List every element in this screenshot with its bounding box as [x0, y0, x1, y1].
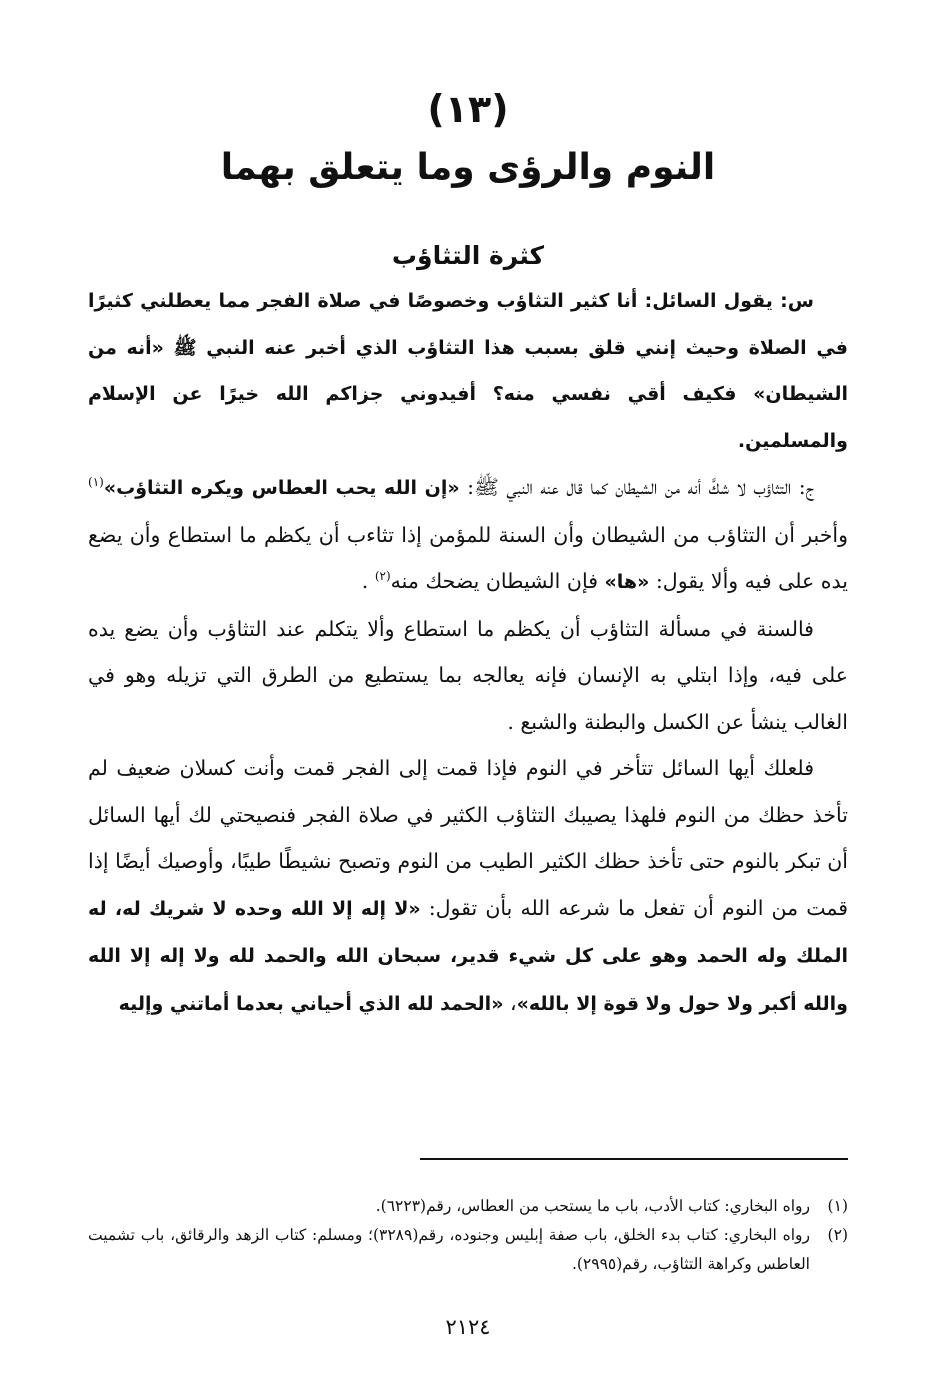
footnote-number: (٢): [827, 1226, 848, 1244]
footnote-2: [88, 1221, 848, 1279]
ha-quote: «ها»: [604, 571, 650, 593]
footnote-1: [88, 1192, 848, 1221]
dhikr-quote-1: «لا إله إلا الله وحده لا شريك له، له الملك وله الحمد وهو على كل شيء قدير، سبحان الله والحمد لله ولا إله إلا الله والله أكبر ولا حول ولا قوة إلا بالله»: [88, 897, 848, 1015]
section-title: كثرة التثاؤب: [391, 241, 545, 270]
footnote-ref-2[interactable]: (٢): [374, 569, 391, 584]
answer-paragraph-3: [88, 745, 848, 1027]
dhikr-separator: ،: [503, 990, 517, 1015]
footnote-divider: [420, 1158, 848, 1160]
dhikr-quote-2: «الحمد لله الذي أحياني بعدما أماتني وإليه: [118, 992, 504, 1015]
answer-period: .: [361, 569, 375, 593]
answer-end: فإن الشيطان يضحك منه: [390, 569, 605, 593]
footnotes: [88, 1192, 848, 1279]
answer-paragraph-2: [88, 606, 848, 746]
answer-paragraph-1: [88, 464, 848, 606]
answer-intro: ج: التثاؤب لا شكَّ أنه من الشيطان كما قال عنه النبي ﷺ:: [459, 475, 814, 499]
footnote-text: رواه البخاري: كتاب بدء الخلق، باب صفة إبليس وجنوده، رقم(٣٢٨٩)؛ ومسلم: كتاب الزهد والرقائق، باب تشميت العاطس وكراهة التثاؤب، رقم(٢٩٩٥).: [88, 1226, 810, 1273]
chapter-title: النوم والرؤى وما يتعلق بهما: [220, 147, 716, 188]
sunnah-text: فالسنة في مسألة التثاؤب أن يكظم ما استطاع وألا يتكلم عند التثاؤب وأن يضع يده على فيه، وإذا ابتلي به الإنسان فإنه يعالجه بما يستطيع من الطرق التي تزيله وهو في الغالب ينشأ عن الكسل والبطنة والشبع .: [88, 616, 848, 734]
chapter-number: (١٣): [427, 87, 509, 131]
footnote-ref-1[interactable]: (١): [88, 475, 104, 490]
body-text: [88, 278, 848, 1027]
answer-continuation: وأخبر أن التثاؤب من الشيطان وأن السنة للمؤمن إذا تثاءب أن يكظم ما استطاع وأن يضع يده على فيه وألا يقول:: [88, 522, 848, 593]
question-paragraph: [88, 278, 848, 464]
advice-text: فلعلك أيها السائل تتأخر في النوم فإذا قمت إلى الفجر قمت وأنت كسلان ضعيف لم تأخذ حظك من النوم فلهذا يصيبك التثاؤب الكثير في صلاة الفجر فنصيحتي لك أيها السائل أن تبكر بالنوم حتى تأخذ حظك الكثير الطيب من النوم وتصبح نشيطًا طيبًا، وأوصيك أيضًا إذا قمت من النوم أن تفعل ما شرعه الله بأن تقول:: [88, 756, 848, 920]
hadith-quote: «إن الله يحب العطاس ويكره التثاؤب»: [103, 477, 460, 499]
footnote-number: (١): [827, 1197, 848, 1215]
page-number: ٢١٢٤: [445, 1315, 491, 1339]
footnote-text: رواه البخاري: كتاب الأدب، باب ما يستحب من العطاس، رقم(٦٢٢٣).: [375, 1197, 810, 1215]
question-text: س: يقول السائل: أنا كثير التثاؤب وخصوصًا في صلاة الفجر مما يعطلني كثيرًا في الصلاة وحيث إنني قلق بسبب هذا التثاؤب الذي أخبر عنه النبي ﷺ «أنه من الشيطان» فكيف أقي نفسي منه؟ أفيدوني جزاكم الله خيرًا عن الإسلام والمسلمين.: [88, 290, 848, 452]
book-page: [88, 80, 848, 1370]
